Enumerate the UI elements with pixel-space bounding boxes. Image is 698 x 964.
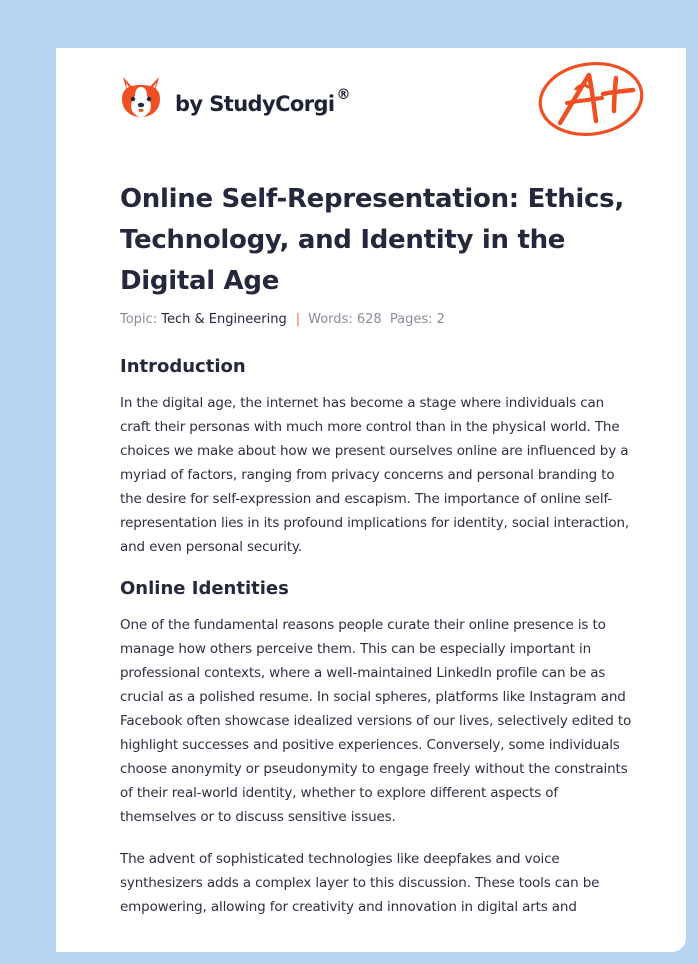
word-count: Words: 628 bbox=[308, 312, 382, 327]
brand-name: by StudyCorgi ® bbox=[175, 87, 350, 116]
paragraph-online-identities-1: One of the fundamental reasons people curate their online presence is to manage how others perceive them. This can be especially important in professional contexts, where a well-maintained LinkedIn profile can be as crucial as a polished resume. In social spheres, platforms like Instagram and Facebook often showcase idealized versions of our lives, selectively edited to highlight successes and positive experiences. Conversely, some individuals choose anonymity or pseudonymity to engage freely without the constraints of their real-world identity, whether to explore different aspects of themselves or to discuss sensitive issues. bbox=[120, 617, 632, 825]
section-heading-introduction: Introduction bbox=[120, 356, 246, 377]
meta-separator: | bbox=[295, 312, 301, 327]
section-heading-online-identities: Online Identities bbox=[120, 578, 289, 599]
corgi-icon bbox=[120, 75, 162, 121]
document-meta bbox=[120, 312, 445, 327]
topic-link[interactable]: Tech & Engineering bbox=[161, 312, 287, 327]
document-sheet bbox=[56, 48, 686, 952]
page-count: Pages: 2 bbox=[389, 312, 445, 327]
topic-label: Topic: bbox=[120, 312, 158, 327]
document-title: Online Self-Representation: Ethics, Technology, and Identity in the Digital Age bbox=[120, 184, 624, 296]
paragraph-online-identities-2: The advent of sophisticated technologies like deepfakes and voice synthesizers adds a complex layer to this discussion. These tools can be empowering, allowing for creativity and innovation in digital arts and bbox=[120, 851, 600, 915]
paragraph-introduction: In the digital age, the internet has become a stage where individuals can craft their personas with much more control than in the physical world. The choices we make about how we present ourselves online are influenced by a myriad of factors, ranging from privacy concerns and personal branding to the desire for self-expression and escapism. The importance of online self-representation lies in its profound implications for identity, social interaction, and even personal security. bbox=[120, 395, 630, 555]
a-plus-grade-icon bbox=[536, 57, 648, 141]
